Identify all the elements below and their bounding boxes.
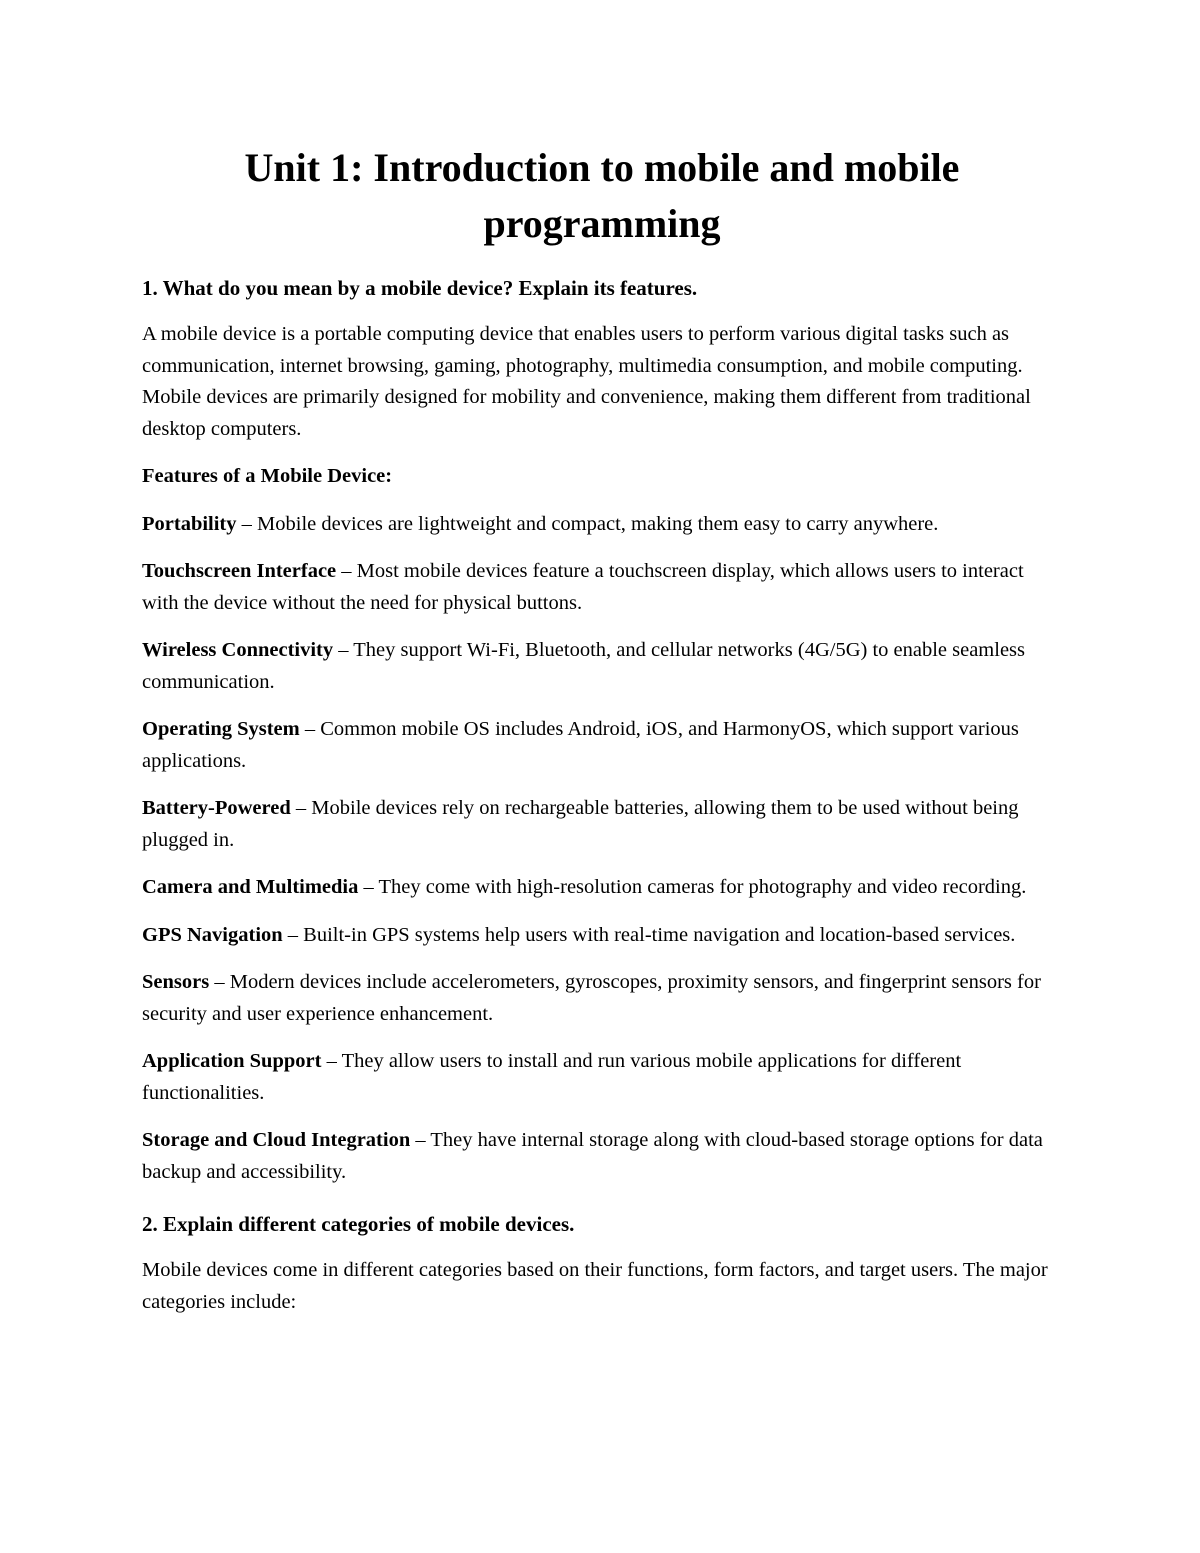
- feature-item: [142, 872, 1062, 904]
- feature-item: [142, 714, 1062, 777]
- document-title: Unit 1: Introduction to mobile and mobile programming: [244, 145, 960, 246]
- features-list: [142, 509, 1062, 1189]
- feature-name: Sensors: [142, 971, 210, 993]
- feature-item: [142, 920, 1062, 952]
- feature-item: [142, 509, 1062, 541]
- question-2-intro: Mobile devices come in different categories based on their functions, form factors, and target users. The major categories include:: [142, 1259, 1048, 1313]
- features-heading: Features of a Mobile Device:: [142, 465, 393, 487]
- question-2-heading: 2. Explain different categories of mobile devices.: [142, 1212, 575, 1236]
- feature-item: [142, 1046, 1062, 1109]
- feature-item: [142, 635, 1062, 698]
- document-page: [142, 140, 1062, 1318]
- feature-name: Touchscreen Interface: [142, 560, 337, 582]
- feature-description: – They have internal storage along with cloud-based storage options for data backup and accessibility.: [142, 1129, 1043, 1183]
- question-1-heading: 1. What do you mean by a mobile device? Explain its features.: [142, 276, 698, 300]
- feature-name: Portability: [142, 512, 237, 535]
- feature-name: Battery-Powered: [142, 797, 291, 819]
- feature-description: – Mobile devices are lightweight and compact, making them easy to carry anywhere.: [236, 512, 939, 535]
- feature-description: – Built-in GPS systems help users with real-time navigation and location-based services.: [282, 923, 1016, 946]
- question-1-intro: A mobile device is a portable computing device that enables users to perform various digital tasks such as communication, internet browsing, gaming, photography, multimedia consumption, and mobile computing. Mobile devices are primarily designed for mobility and convenience, making them different from traditional desktop computers.: [142, 323, 1031, 440]
- feature-name: Camera and Multimedia: [142, 876, 359, 898]
- feature-name: Operating System: [142, 718, 300, 740]
- feature-name: GPS Navigation: [142, 923, 283, 946]
- feature-item: [142, 556, 1062, 619]
- feature-description: – Modern devices include accelerometers, gyroscopes, proximity sensors, and fingerprint sensors for security and user experience enhancement.: [142, 971, 1041, 1025]
- feature-description: – They support Wi-Fi, Bluetooth, and cellular networks (4G/5G) to enable seamless communication.: [142, 639, 1026, 693]
- feature-description: – Common mobile OS includes Android, iOS, and HarmonyOS, which support various applications.: [142, 718, 1019, 772]
- feature-name: Storage and Cloud Integration: [142, 1129, 411, 1151]
- feature-description: – They come with high-resolution cameras for photography and video recording.: [358, 876, 1027, 898]
- feature-description: – Most mobile devices feature a touchscreen display, which allows users to interact with the device without the need for physical buttons.: [142, 560, 1024, 614]
- feature-name: Wireless Connectivity: [142, 639, 334, 661]
- feature-name: Application Support: [142, 1050, 322, 1072]
- feature-item: [142, 793, 1062, 856]
- feature-item: [142, 967, 1062, 1030]
- feature-description: – Mobile devices rely on rechargeable batteries, allowing them to be used without being plugged in.: [142, 797, 1019, 851]
- feature-item: [142, 1125, 1062, 1188]
- feature-description: – They allow users to install and run various mobile applications for different functionalities.: [142, 1050, 962, 1104]
